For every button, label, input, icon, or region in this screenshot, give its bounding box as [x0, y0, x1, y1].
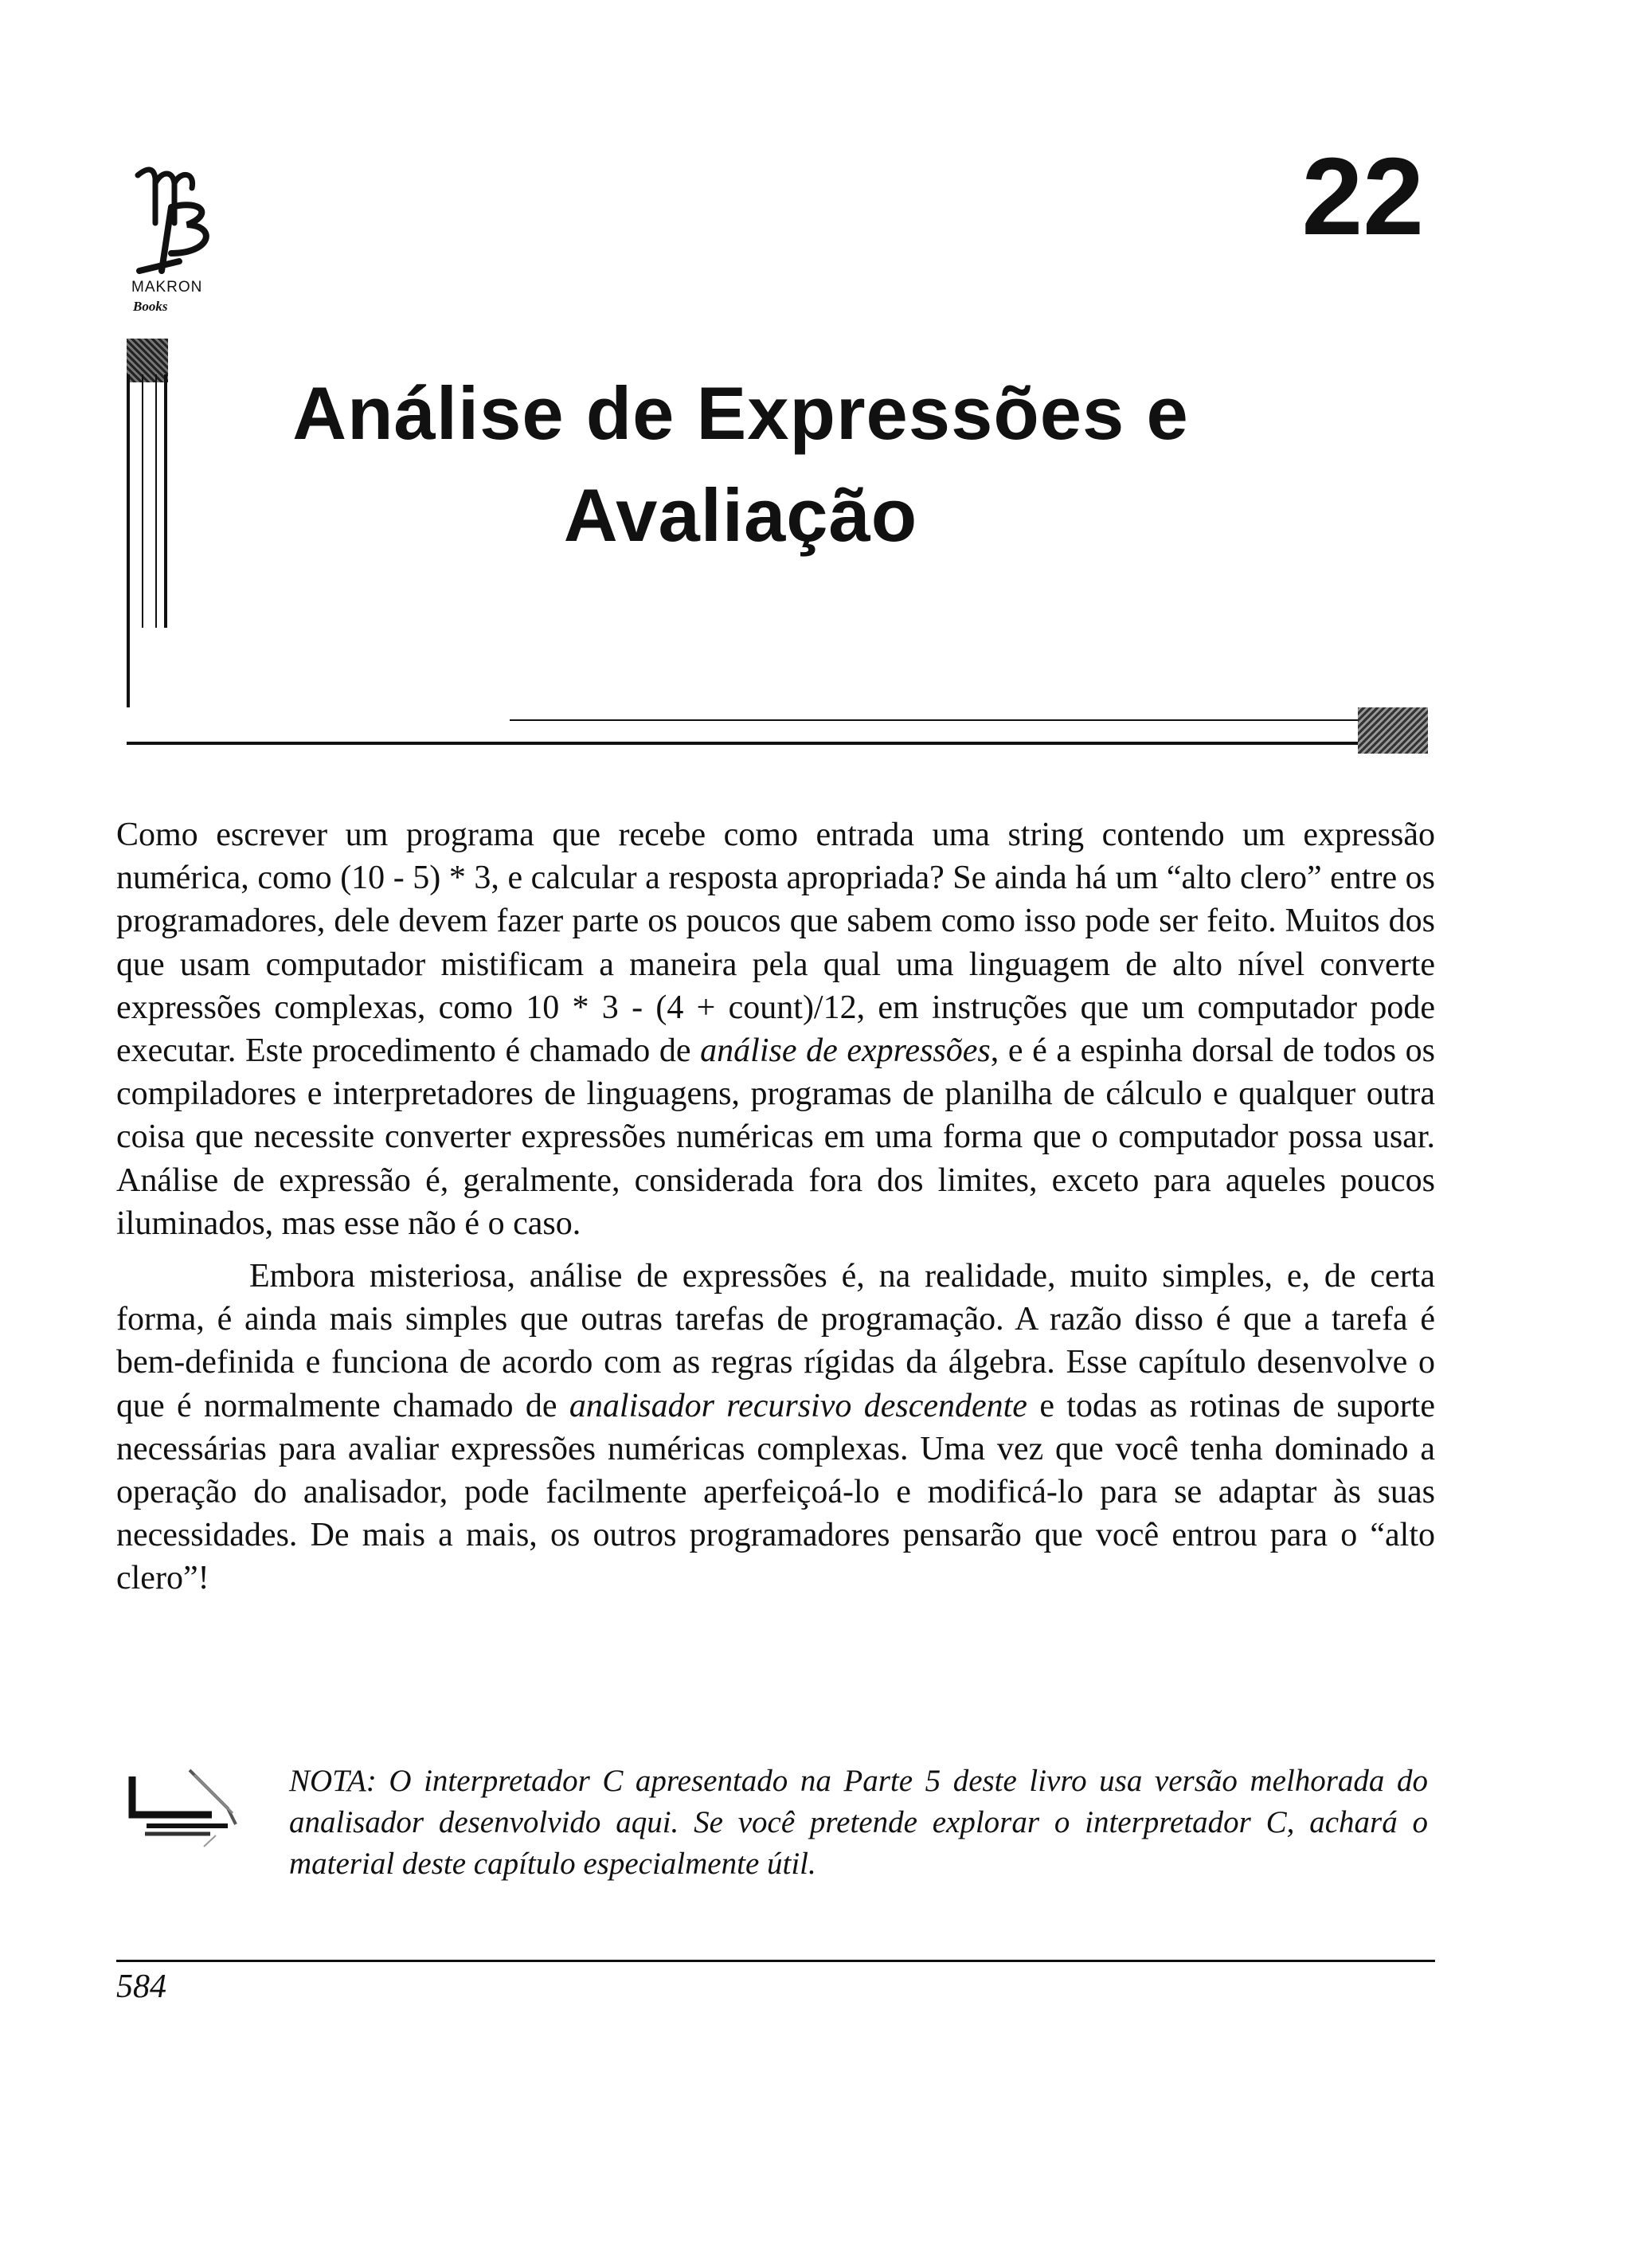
publisher-logo	[123, 159, 227, 327]
frame-vertical-line-outer	[164, 374, 167, 628]
chapter-title-line-1: Análise de Expressões e	[292, 371, 1189, 455]
publisher-name: MAKRON	[131, 279, 203, 296]
frame-vertical-line	[127, 374, 130, 707]
note	[289, 1761, 1428, 1885]
publisher-subname: Books	[133, 299, 168, 314]
chapter-body	[116, 813, 1435, 1600]
chapter-number: 22	[1301, 135, 1424, 258]
term-expression-analysis: análise de expressões	[700, 1032, 991, 1070]
chapter-title	[239, 362, 1242, 566]
paragraph-2: Embora misteriosa, análise de expressões é, na realidade, muito simples, e, de certa forma, é ainda mais simples que outras tarefas de programação. A razão disso é que a tarefa é bem-definida e funciona de acordo com as regras rígidas da álgebra. Esse capítulo desenvolve o que é normalmente chamado de analisador recursivo descendente e todas as rotinas de suporte necessárias para avaliar expressões numéricas complexas. Uma vez que você tenha dominado a operação do analisador, pode facilmente aperfeiçoá-lo e modificá-lo para se adaptar às suas necessidades. De mais a mais, os outros programadores pensarão que você entrou para o “alto clero”!	[116, 1258, 1435, 1597]
note-label: NOTA:	[289, 1764, 377, 1798]
note-text: O interpretador C apresentado na Parte 5 deste livro usa versão melhorada do analisador desenvolvido aqui. Se você pretende explorar o interpretador C, achará o material deste capítulo especialmente útil.	[289, 1764, 1428, 1881]
paragraph-1: Como escrever um programa que recebe como entrada uma string contendo um expressão numérica, como (10 - 5) * 3, e calcular a resposta apropriada? Se ainda há um “alto clero” entre os programadores, dele devem fazer parte os poucos que sabem como isso pode ser feito. Muitos dos que usam computador mistificam a maneira pela qual uma linguagem de alto nível converte expressões complexas, como 10 * 3 - (4 + count)/12, em instruções que um computador pode executar. Este procedimento é chamado de análise de expressões, e é a espinha dorsal de todos os compiladores e interpretadores de linguagens, programas de planilha de cálculo e qualquer outra coisa que necessite converter expressões numéricas em uma forma que o computador possa usar. Análise de expressão é, geralmente, considerada fora dos limites, exceto para aqueles poucos iluminados, mas esse não é o caso.	[116, 817, 1435, 1242]
frame-vertical-line-inner	[142, 374, 143, 628]
title-rule-lower	[127, 742, 1361, 745]
makron-monogram-icon	[123, 159, 227, 279]
frame-corner-block	[127, 339, 168, 382]
frame-vertical-line-inner	[155, 374, 157, 628]
footer-rule	[116, 1960, 1435, 1962]
pointing-hand-icon	[116, 1753, 256, 1856]
title-rule-upper	[510, 719, 1362, 721]
chapter-title-line-2: Avaliação	[563, 473, 918, 557]
page-number: 584	[116, 1968, 166, 2005]
rule-end-block	[1358, 707, 1428, 754]
term-recursive-descent-parser: analisador recursivo descendente	[569, 1387, 1027, 1424]
